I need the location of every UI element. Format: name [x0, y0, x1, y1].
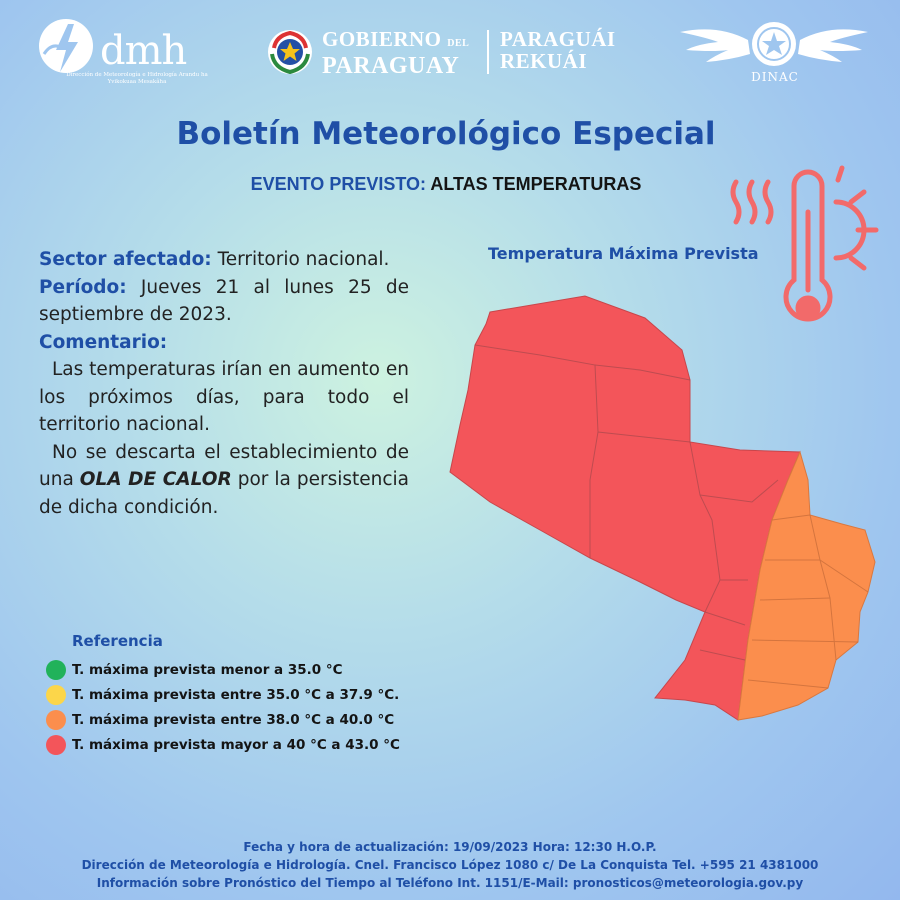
gov-divider — [487, 30, 489, 74]
dmh-emblem-icon — [39, 19, 93, 73]
footer — [0, 838, 900, 892]
legend-label: T. máxima prevista menor a 35.0 °C — [72, 662, 343, 678]
gov-line2: PARAGUAY — [322, 53, 460, 79]
dmh-subtitle: Dirección de Meteorología e Hidrología Arandu ha Yvikokuaa Mesakãha — [66, 72, 208, 85]
legend-swatch-green — [46, 660, 66, 680]
p2-after: por la persistencia de dicha condición. — [39, 469, 409, 518]
footer-update-time: Fecha y hora de actualización: 19/09/2023 Hora: 12:30 H.O.P. — [243, 840, 657, 854]
footer-contact: Información sobre Pronóstico del Tiempo al Teléfono Int. 1151/E-Mail: pronosticos@meteorologia.gov.py — [96, 876, 804, 890]
legend-swatch-red — [46, 735, 66, 755]
legend-label: T. máxima prevista entre 38.0 °C a 40.0 °C — [72, 712, 395, 728]
gov-line1-small: DEL — [447, 38, 470, 49]
footer-address: Dirección de Meteorología e Hidrología. Cnel. Francisco López 1080 c/ De La Conquista Tel. +595 21 4381000 — [81, 858, 819, 872]
dinac-wings-logo — [678, 18, 870, 78]
dmh-name: dmh — [100, 28, 187, 74]
sector-value: Territorio nacional. — [217, 249, 390, 270]
legend-item — [46, 684, 399, 706]
ola-de-calor-emphasis: OLA DE CALOR — [79, 469, 232, 490]
legend-title: Referencia — [72, 632, 163, 650]
bulletin-body — [39, 246, 409, 521]
legend-swatch-orange — [46, 710, 66, 730]
gov-wordmark — [322, 28, 469, 77]
comentario-label: Comentario: — [39, 331, 168, 353]
page-title: Boletín Meteorológico Especial — [176, 116, 716, 152]
comment-paragraph-1: Las temperaturas irían en aumento en los próximos días, para todo el territorio nacional. — [39, 359, 409, 435]
comment-paragraph-2 — [39, 439, 409, 522]
periodo-value: Jueves 21 al lunes 25 de septiembre de 2023. — [39, 276, 409, 325]
legend-item — [46, 709, 394, 731]
gov-slogan-1: PARAGUÁI — [500, 27, 616, 51]
gov-line1: GOBIERNO — [322, 27, 442, 51]
sector-label: Sector afectado: — [39, 249, 212, 270]
gov-slogan-2: REKUÁI — [500, 49, 588, 73]
map-title: Temperatura Máxima Prevista — [488, 244, 759, 263]
gov-slogan — [500, 28, 616, 72]
event-value: ALTAS TEMPERATURAS — [430, 174, 642, 194]
paraguay-seal-icon — [266, 28, 314, 76]
paraguay-temperature-map — [440, 290, 880, 730]
legend-item — [46, 734, 400, 756]
legend-swatch-yellow — [46, 685, 66, 705]
legend-item — [46, 659, 343, 681]
legend-label: T. máxima prevista entre 35.0 °C a 37.9 °C. — [72, 687, 400, 703]
p2-before: No se descarta el establecimiento de una — [39, 441, 409, 490]
dinac-name: DINAC — [751, 70, 799, 84]
periodo-label: Período: — [39, 276, 127, 298]
event-label: EVENTO PREVISTO: — [250, 174, 427, 194]
legend-label: T. máxima prevista mayor a 40 °C a 43.0 °C — [72, 737, 400, 753]
